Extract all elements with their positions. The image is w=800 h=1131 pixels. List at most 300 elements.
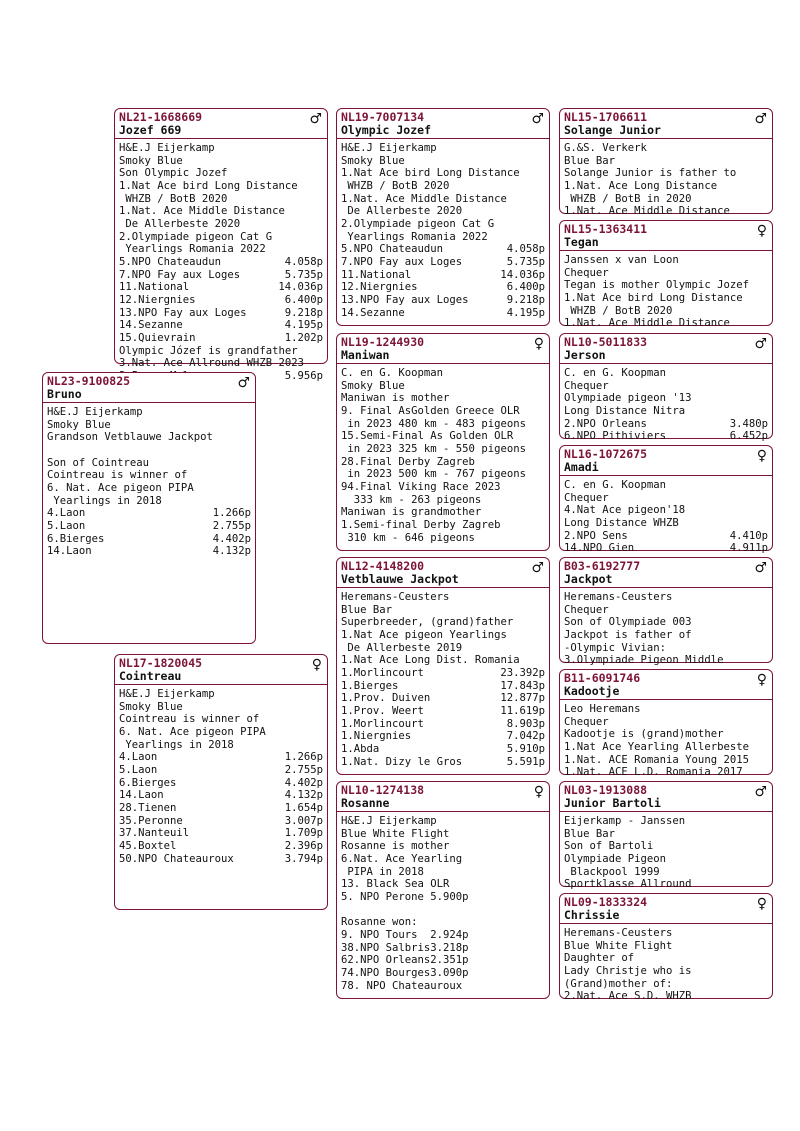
pigeon-name: Bruno [47,387,82,401]
result-row [119,764,323,777]
info-line: Cointreau is winner of [119,713,260,726]
info-line: Chequer [564,603,609,616]
result-label: 14.Sezanne [119,319,183,332]
result-value: 3.794p [284,852,323,865]
ring-number: NL12-4148200 [341,559,425,573]
result-value: 5.591p [506,755,545,768]
info-line: H&E.J Eijerkamp [119,688,215,700]
info-line: 6.Nat. Ace Yearling [341,852,463,865]
info-line: 9. NPO Tours 2.924p [341,928,469,941]
pedigree-card [336,557,550,775]
card-header [115,109,327,139]
card-header [560,446,772,476]
info-line: in 2023 500 km - 767 pigeons [341,468,526,481]
result-row [341,667,545,680]
info-line: Son of Olympiade 003 [564,616,692,629]
info-line: WHZB / BotB 2020 [564,304,673,317]
result-label: 1.Nat. Dizy le Gros [341,755,463,768]
result-row [119,802,323,815]
result-value: 5.910p [506,742,545,755]
info-line: 4.Nat Ace pigeon'18 [564,504,686,517]
result-label: 5.Laon [47,519,86,532]
result-value: 17.843p [500,679,545,692]
result-label: 12.Niergnies [341,281,418,294]
female-icon: ♀ [756,896,767,912]
result-row [341,692,545,705]
pigeon-name: Amadi [564,460,599,474]
result-value: 14.036p [278,281,323,294]
info-line: 310 km - 646 pigeons [341,531,475,544]
result-label: 14.Laon [47,545,92,558]
result-value: 1.266p [212,507,251,520]
pigeon-name: Rosanne [341,796,390,810]
pigeon-name: Junior Bartoli [564,796,661,810]
card-body [337,364,549,544]
pedigree-card [559,445,773,555]
info-line: Superbreeder, (grand)father [341,616,514,629]
info-line: Olympic Józef is grandfather [119,344,298,357]
pigeon-name: Jozef 669 [119,123,182,137]
info-line: Smoky Blue [119,154,183,167]
result-row [341,256,545,269]
ring-number: NL10-1274138 [341,783,425,797]
result-row [341,294,545,307]
info-line: Yearlings in 2018 [119,738,234,751]
card-header [560,894,772,924]
result-row [119,307,323,320]
info-line: C. en G. Koopman [564,367,667,379]
result-value: 5.735p [506,255,545,268]
result-value: 9.218p [506,293,545,306]
result-value: 4.058p [506,243,545,256]
result-row [119,777,323,790]
info-line: C. en G. Koopman [341,367,444,379]
info-line: 6. Nat. Ace pigeon PIPA [47,481,194,494]
pedigree-card [336,781,550,999]
info-line: in 2023 480 km - 483 pigeons [341,417,526,430]
info-line: 62.NPO Orleans2.351p [341,954,469,967]
result-value: 1.202p [284,331,323,344]
info-line: Blue Bar [341,603,393,616]
result-value: 4.195p [506,306,545,319]
result-label: 45.Boxtel [119,839,177,852]
card-body [560,924,772,1003]
result-row [341,705,545,718]
result-label: 7.NPO Fay aux Loges [119,268,241,281]
result-label: 15.Quievrain [119,331,196,344]
info-line: 1.Nat. ACE L.D. Romania 2017 [564,766,743,779]
result-label: 35.Peronne [119,814,183,827]
result-value: 4.911p [729,542,768,555]
male-icon: ♂ [531,560,544,576]
info-line: Grandson Vetblauwe Jackpot [47,431,213,444]
info-line: 1.Nat. ACE Romania Young 2015 [564,753,749,766]
pedigree-card [559,781,773,891]
info-line: Olympiade Pigeon [564,852,667,865]
result-row [47,520,251,533]
info-line: PIPA in 2018 [341,865,424,878]
result-label: 13.NPO Fay aux Loges [341,293,469,306]
result-value: 4.402p [284,776,323,789]
card-body [560,700,772,779]
result-label: 14.NPO Gien [564,542,635,555]
pigeon-name: Maniwan [341,348,390,362]
result-row [119,256,323,269]
card-header [337,334,549,364]
pedigree-card [559,893,773,1003]
card-header [560,670,772,700]
info-line: Heremans-Ceusters [564,927,673,939]
card-body [43,403,255,558]
pedigree-card [336,108,550,326]
pedigree-card [559,333,773,443]
result-row [564,542,768,555]
result-value: 23.392p [500,666,545,679]
card-body [337,588,549,768]
info-line: Blackpool 1999 [564,865,660,878]
result-label: 5.NPO Chateaudun [119,255,222,268]
result-label: 4.Laon [47,507,86,520]
card-body [337,812,549,992]
info-line: De Allerbeste 2020 [341,205,463,218]
info-line: Leo Heremans [564,703,641,715]
info-line: 28.Final Derby Zagreb [341,455,475,468]
card-body [115,685,327,865]
info-line: Smoky Blue [341,379,405,392]
male-icon: ♂ [531,111,544,127]
info-line: De Allerbeste 2020 [119,217,241,230]
ring-number: NL15-1363411 [564,222,648,236]
info-line: Blue Bar [564,827,616,840]
card-header [560,109,772,139]
info-line: 1.Nat Ace bird Long Distance [119,179,298,192]
pedigree-card [559,557,773,667]
info-line: Chequer [564,715,609,728]
info-line: Heremans-Ceusters [341,591,450,603]
info-line: Sportklasse Allround [564,878,692,891]
result-label: 1.Prov. Weert [341,704,424,717]
info-line [341,904,545,917]
info-line: Yearlings Romania 2022 [119,243,266,256]
info-line: 6. Nat. Ace pigeon PIPA [119,725,266,738]
result-value: 14.036p [500,268,545,281]
result-row [341,243,545,256]
male-icon: ♂ [237,375,250,391]
result-label: 6.Bierges [119,776,177,789]
result-value: 6.400p [506,281,545,294]
result-row [119,827,323,840]
info-line: De Allerbeste 2019 [341,641,463,654]
info-line: 2.Olympiade pigeon Cat G [119,230,273,243]
info-line: Chequer [564,379,609,392]
card-header [560,782,772,812]
info-line: 15.Semi-Final As Golden OLR [341,430,514,443]
result-label: 2.NPO Sens [564,529,628,542]
result-value: 2.755p [284,763,323,776]
info-line: 13. Black Sea OLR [341,878,450,891]
pedigree-card [42,372,256,644]
male-icon: ♂ [309,111,322,127]
female-icon: ♀ [533,784,544,800]
result-row [119,281,323,294]
info-line: 2.Nat. Ace S.D. WHZB [564,990,692,1003]
info-line: Janssen x van Loon [564,254,679,266]
result-label: 1.Morlincourt [341,717,424,730]
result-row [119,815,323,828]
ring-number: B03-6192777 [564,559,641,573]
info-line: Kadootje is (grand)mother [564,728,724,741]
ring-number: NL21-1668669 [119,110,203,124]
info-line: Yearlings in 2018 [47,494,162,507]
info-line: 1.Nat. Ace Middle Distance [564,317,730,330]
pigeon-name: Chrissie [564,908,620,922]
result-value: 7.042p [506,730,545,743]
result-label: 1.Morlincourt [341,666,424,679]
ring-number: NL09-1833324 [564,895,648,909]
info-line: H&E.J Eijerkamp [341,815,437,827]
card-header [337,109,549,139]
info-line: 2.Olympiade pigeon Cat G [341,217,495,230]
info-line: Chequer [564,491,609,504]
male-icon: ♂ [754,111,767,127]
info-line: Daughter of [564,952,635,965]
result-label: 50.NPO Chateauroux [119,852,234,865]
info-line: 78. NPO Chateauroux [341,979,463,992]
result-label: 37.Nanteuil [119,827,190,840]
result-row [119,789,323,802]
result-label: 1.Prov. Duiven [341,692,431,705]
result-label: 1.Abda [341,742,380,755]
info-line: H&E.J Eijerkamp [47,406,143,418]
card-body [560,588,772,667]
result-row [341,756,545,769]
info-line: Cointreau is winner of [47,469,188,482]
info-line: Tegan is mother Olympic Jozef [564,279,749,292]
pigeon-name: Vetblauwe Jackpot [341,572,459,586]
info-line: Blue White Flight [341,827,450,840]
info-line: Son of Cointreau [47,456,150,469]
info-line: 1.Semi-final Derby Zagreb [341,518,501,531]
result-label: 5.Laon [119,763,158,776]
result-value: 1.709p [284,827,323,840]
pigeon-name: Jackpot [564,572,613,586]
pigeon-name: Olympic Jozef [341,123,432,137]
result-label: 4.Laon [119,751,158,764]
ring-number: NL17-1820045 [119,656,203,670]
result-value: 1.266p [284,751,323,764]
result-row [47,507,251,520]
info-line: Rosanne won: [341,916,418,929]
female-icon: ♀ [533,336,544,352]
info-line: Jackpot is father of [564,628,692,641]
result-label: 14.Sezanne [341,306,405,319]
pedigree-card [559,108,773,218]
result-value: 12.877p [500,692,545,705]
result-label: 1.Niergnies [341,730,412,743]
result-value: 3.007p [284,814,323,827]
card-body [115,139,327,382]
info-line: WHZB / BotB 2020 [341,179,450,192]
female-icon: ♀ [311,657,322,673]
result-value: 5.956p [284,369,323,382]
result-value: 4.402p [212,532,251,545]
card-header [560,334,772,364]
pedigree-card [559,220,773,330]
ring-number: NL19-7007134 [341,110,425,124]
info-line: 38.NPO Salbris3.218p [341,941,469,954]
info-line: Long Distance Nitra [564,404,686,417]
result-row [47,545,251,558]
male-icon: ♂ [754,336,767,352]
ring-number: NL23-9100825 [47,374,131,388]
info-line: G.&S. Verkerk [564,142,647,154]
ring-number: NL19-1244930 [341,335,425,349]
info-line: 1.Nat Ace Yearling Allerbeste [564,740,749,753]
result-value: 8.903p [506,717,545,730]
result-value: 4.195p [284,319,323,332]
result-value: 4.132p [212,545,251,558]
female-icon: ♀ [756,448,767,464]
male-icon: ♂ [754,784,767,800]
info-line: Smoky Blue [341,154,405,167]
result-value: 11.619p [500,704,545,717]
info-line: Olympiade pigeon '13 [564,392,692,405]
info-line: 94.Final Viking Race 2023 [341,480,501,493]
info-line: Rosanne is mother [341,840,450,853]
card-header [560,558,772,588]
result-value: 4.132p [284,789,323,802]
result-row [341,718,545,731]
info-line: Solange Junior is father to [564,167,737,180]
result-row [119,269,323,282]
ring-number: NL16-1072675 [564,447,648,461]
pigeon-name: Jerson [564,348,606,362]
result-label: 5.NPO Chateaudun [341,243,444,256]
pigeon-name: Tegan [564,235,599,249]
result-row [47,533,251,546]
result-row [564,430,768,443]
info-line: C. en G. Koopman [564,479,667,491]
info-line: 1.Nat. Ace Middle Distance [564,205,730,218]
result-value: 5.735p [284,268,323,281]
card-header [337,782,549,812]
info-line: in 2023 325 km - 550 pigeons [341,442,526,455]
info-line: WHZB / BotB in 2020 [564,192,692,205]
pigeon-name: Kadootje [564,684,620,698]
result-label: 13.NPO Fay aux Loges [119,306,247,319]
info-line: 1.Nat. Ace Middle Distance [119,205,285,218]
info-line: Smoky Blue [47,418,111,431]
info-line: 1.Nat Ace bird Long Distance [341,167,520,180]
card-body [560,812,772,891]
result-row [119,332,323,345]
result-row [341,730,545,743]
result-row [341,743,545,756]
result-value: 2.396p [284,839,323,852]
info-line: H&E.J Eijerkamp [119,142,215,154]
result-label: 28.Tienen [119,801,177,814]
ring-number: NL15-1706611 [564,110,648,124]
result-row [119,319,323,332]
card-body [560,251,772,330]
result-row [341,269,545,282]
result-label: 2.NPO Orleans [564,417,647,430]
info-line: Smoky Blue [119,700,183,713]
pedigree-card [559,669,773,779]
info-line: WHZB / BotB 2020 [119,192,228,205]
result-label: 1.Bierges [341,679,399,692]
pedigree-card [114,108,328,382]
ring-number: NL10-5011833 [564,335,648,349]
result-label: 12.Niergnies [119,293,196,306]
info-line: Maniwan is grandmother [341,506,482,519]
result-label: 11.National [341,268,412,281]
info-line: 1.Nat Ace pigeon Yearlings [341,628,507,641]
result-row [119,294,323,307]
info-line: Eijerkamp - Janssen [564,815,686,827]
result-row [119,853,323,866]
pigeon-name: Solange Junior [564,123,661,137]
result-value: 6.400p [284,293,323,306]
result-row [564,530,768,543]
result-value: 6.452p [729,430,768,443]
info-line: Blue Bar [564,154,616,167]
info-line: -Olympic Vivian: [564,641,667,654]
result-value: 1.654p [284,801,323,814]
result-label: 7.NPO Fay aux Loges [341,255,463,268]
info-line: H&E.J Eijerkamp [341,142,437,154]
pigeon-name: Cointreau [119,669,182,683]
result-row [341,307,545,320]
result-label: 14.Laon [119,789,164,802]
result-value: 4.058p [284,255,323,268]
card-body [560,139,772,218]
result-value: 4.410p [729,529,768,542]
card-header [43,373,255,403]
result-row [119,751,323,764]
info-line: 1.Nat. Ace Long Distance [564,179,718,192]
ring-number: B11-6091746 [564,671,641,685]
result-label: 6.Bierges [47,532,105,545]
result-label: 11.National [119,281,190,294]
result-value: 3.480p [729,417,768,430]
info-line: Yearlings Romania 2022 [341,230,488,243]
info-line: Son of Bartoli [564,840,654,853]
info-line: Blue White Flight [564,939,673,952]
info-line: 1.Nat Ace Long Dist. Romania [341,654,520,667]
card-body [560,364,772,443]
female-icon: ♀ [756,672,767,688]
info-line: 5. NPO Perone 5.900p [341,890,469,903]
card-header [337,558,549,588]
info-line: 3.Nat. Ace Allround WHZB 2023 [119,357,304,370]
card-header [115,655,327,685]
male-icon: ♂ [754,560,767,576]
result-value: 9.218p [284,306,323,319]
info-line: 333 km - 263 pigeons [341,493,482,506]
pedigree-card [336,333,550,551]
result-row [119,840,323,853]
card-header [560,221,772,251]
info-line: 74.NPO Bourges3.090p [341,966,469,979]
result-row [341,281,545,294]
info-line: Long Distance WHZB [564,516,679,529]
info-line: 9. Final AsGolden Greece OLR [341,404,520,417]
info-line: 1.Nat. Ace Middle Distance [341,192,507,205]
info-line: 3.Olympiade Pigeon Middle [564,654,724,667]
result-label: 6.NPO Pithiviers [564,430,667,443]
result-row [341,680,545,693]
